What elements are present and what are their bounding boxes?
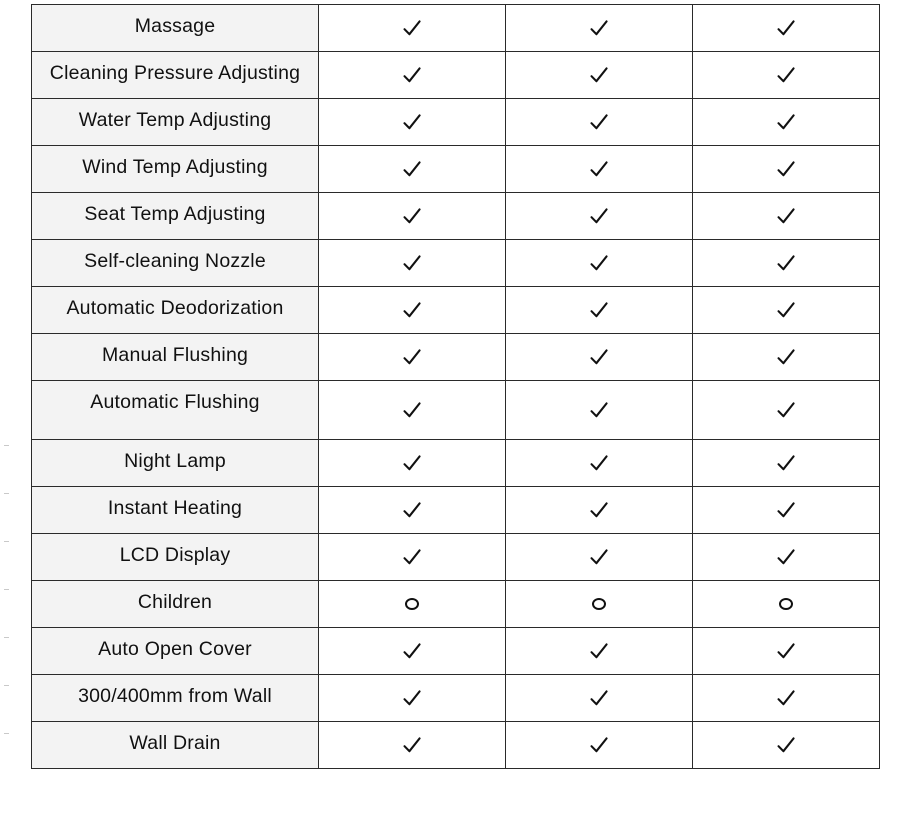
feature-value-cell (506, 146, 693, 193)
check-icon (776, 500, 796, 520)
feature-label: Water Temp Adjusting (78, 108, 272, 131)
check-icon (402, 65, 422, 85)
check-icon (776, 65, 796, 85)
feature-value-cell (693, 334, 880, 381)
feature-label-cell (32, 240, 319, 287)
feature-value-text (422, 498, 423, 499)
feature-value-text (796, 545, 797, 546)
feature-value-text (609, 251, 610, 252)
edge-mark (4, 685, 9, 686)
edge-mark (4, 541, 9, 542)
feature-value-text (609, 686, 610, 687)
feature-value-cell (319, 240, 506, 287)
check-icon (776, 112, 796, 132)
feature-value-text (796, 498, 797, 499)
feature-value-text (793, 595, 794, 596)
edge-mark (4, 637, 9, 638)
edge-mark (4, 589, 9, 590)
feature-value-cell (693, 722, 880, 769)
check-icon (776, 453, 796, 473)
feature-value-cell (506, 534, 693, 581)
feature-label: Massage (134, 14, 216, 37)
feature-value-text (609, 16, 610, 17)
check-icon (589, 253, 609, 273)
table-row (32, 52, 880, 99)
feature-label-cell (32, 675, 319, 722)
check-icon (402, 300, 422, 320)
check-icon (402, 112, 422, 132)
feature-value-cell (506, 287, 693, 334)
feature-label-cell (32, 193, 319, 240)
page-edge-marks (0, 0, 12, 814)
check-icon (589, 300, 609, 320)
check-icon (402, 688, 422, 708)
feature-value-cell (319, 487, 506, 534)
feature-value-text (796, 639, 797, 640)
feature-value-text (422, 686, 423, 687)
check-icon (776, 641, 796, 661)
feature-label: LCD Display (119, 543, 231, 566)
check-icon (589, 688, 609, 708)
check-icon (776, 400, 796, 420)
feature-value-text (422, 733, 423, 734)
feature-label-cell (32, 334, 319, 381)
feature-value-text (796, 686, 797, 687)
feature-label-cell (32, 99, 319, 146)
feature-value-cell (319, 628, 506, 675)
feature-value-text (796, 251, 797, 252)
feature-value-text (422, 63, 423, 64)
feature-value-text (796, 345, 797, 346)
table-row (32, 440, 880, 487)
feature-value-cell (506, 381, 693, 440)
feature-value-cell (693, 487, 880, 534)
feature-value-cell (693, 675, 880, 722)
check-icon (402, 18, 422, 38)
table-row (32, 534, 880, 581)
feature-label-cell (32, 534, 319, 581)
feature-value-cell (506, 52, 693, 99)
feature-value-cell (506, 675, 693, 722)
edge-mark (4, 493, 9, 494)
feature-value-text (796, 157, 797, 158)
feature-label-cell (32, 628, 319, 675)
feature-label-cell (32, 52, 319, 99)
feature-label-cell (32, 581, 319, 628)
check-icon (402, 253, 422, 273)
table-row (32, 146, 880, 193)
check-icon (402, 453, 422, 473)
feature-value-cell (506, 487, 693, 534)
feature-label-cell (32, 722, 319, 769)
edge-mark (4, 445, 9, 446)
feature-value-cell (319, 193, 506, 240)
feature-value-cell (319, 99, 506, 146)
circle-icon (779, 598, 793, 610)
feature-value-text (609, 451, 610, 452)
feature-value-cell (693, 287, 880, 334)
feature-value-cell (506, 722, 693, 769)
feature-value-text (796, 63, 797, 64)
check-icon (776, 735, 796, 755)
feature-value-text (606, 595, 607, 596)
check-icon (402, 547, 422, 567)
circle-icon (592, 598, 606, 610)
table-row (32, 287, 880, 334)
feature-value-text (609, 733, 610, 734)
feature-value-cell (506, 581, 693, 628)
feature-label: Night Lamp (124, 449, 226, 472)
feature-value-text (609, 110, 610, 111)
feature-value-cell (693, 440, 880, 487)
feature-value-cell (319, 52, 506, 99)
feature-value-cell (319, 675, 506, 722)
feature-value-text (796, 298, 797, 299)
check-icon (589, 159, 609, 179)
feature-value-cell (506, 628, 693, 675)
feature-value-cell (693, 581, 880, 628)
feature-label-cell (32, 381, 319, 440)
check-icon (589, 641, 609, 661)
feature-value-text (796, 110, 797, 111)
table-row (32, 628, 880, 675)
table-row (32, 5, 880, 52)
check-icon (776, 300, 796, 320)
feature-value-cell (506, 5, 693, 52)
feature-value-cell (693, 381, 880, 440)
table-row (32, 675, 880, 722)
feature-value-text (796, 398, 797, 399)
feature-label: Children (137, 590, 213, 613)
feature-value-cell (319, 5, 506, 52)
feature-table-body (32, 5, 880, 769)
feature-label: Automatic Flushing (90, 391, 260, 413)
feature-value-cell (319, 581, 506, 628)
table-row (32, 381, 880, 440)
feature-value-text (422, 639, 423, 640)
table-row (32, 722, 880, 769)
check-icon (589, 112, 609, 132)
table-row (32, 240, 880, 287)
feature-value-cell (319, 146, 506, 193)
feature-value-cell (693, 52, 880, 99)
feature-value-text (609, 498, 610, 499)
check-icon (402, 400, 422, 420)
feature-label-cell (32, 146, 319, 193)
feature-value-cell (693, 99, 880, 146)
feature-value-cell (319, 334, 506, 381)
table-row (32, 487, 880, 534)
check-icon (402, 641, 422, 661)
feature-value-text (609, 545, 610, 546)
feature-label: Instant Heating (107, 496, 243, 519)
feature-value-cell (319, 440, 506, 487)
feature-label-cell (32, 5, 319, 52)
feature-label: Cleaning Pressure Adjusting (49, 61, 301, 84)
feature-value-text (422, 398, 423, 399)
feature-value-cell (319, 722, 506, 769)
feature-value-text (422, 16, 423, 17)
check-icon (589, 65, 609, 85)
feature-value-text (422, 451, 423, 452)
check-icon (589, 547, 609, 567)
feature-value-cell (693, 628, 880, 675)
feature-value-text (796, 204, 797, 205)
feature-label: Wall Drain (129, 731, 221, 754)
feature-value-text (422, 545, 423, 546)
table-row (32, 99, 880, 146)
feature-value-cell (693, 146, 880, 193)
feature-value-cell (693, 193, 880, 240)
feature-value-text (796, 733, 797, 734)
feature-value-text (609, 298, 610, 299)
feature-value-cell (506, 240, 693, 287)
feature-comparison-table (31, 4, 880, 769)
feature-value-text (609, 639, 610, 640)
check-icon (402, 500, 422, 520)
feature-value-cell (693, 240, 880, 287)
feature-label: Automatic Deodorization (66, 296, 284, 319)
feature-label-cell (32, 287, 319, 334)
check-icon (776, 547, 796, 567)
feature-value-cell (506, 334, 693, 381)
check-icon (589, 735, 609, 755)
feature-value-cell (506, 99, 693, 146)
feature-value-cell (506, 193, 693, 240)
feature-label-cell (32, 487, 319, 534)
feature-value-text (609, 63, 610, 64)
check-icon (776, 688, 796, 708)
check-icon (776, 159, 796, 179)
feature-label: Self-cleaning Nozzle (84, 249, 266, 272)
check-icon (776, 347, 796, 367)
feature-value-cell (319, 381, 506, 440)
feature-value-text (609, 204, 610, 205)
feature-value-text (609, 398, 610, 399)
feature-label: Seat Temp Adjusting (84, 202, 266, 225)
check-icon (589, 347, 609, 367)
edge-mark (4, 733, 9, 734)
feature-label: Auto Open Cover (98, 637, 252, 660)
feature-value-text (796, 451, 797, 452)
check-icon (776, 253, 796, 273)
table-row (32, 334, 880, 381)
check-icon (402, 159, 422, 179)
feature-value-text (422, 345, 423, 346)
feature-label-cell (32, 440, 319, 487)
check-icon (589, 206, 609, 226)
feature-value-cell (319, 534, 506, 581)
feature-value-text (422, 298, 423, 299)
feature-value-cell (693, 534, 880, 581)
check-icon (589, 500, 609, 520)
circle-icon (405, 598, 419, 610)
check-icon (589, 453, 609, 473)
feature-value-text (419, 595, 420, 596)
feature-value-text (422, 251, 423, 252)
check-icon (402, 347, 422, 367)
check-icon (776, 206, 796, 226)
feature-value-text (422, 157, 423, 158)
table-row (32, 193, 880, 240)
check-icon (402, 735, 422, 755)
feature-value-cell (506, 440, 693, 487)
check-icon (589, 400, 609, 420)
feature-value-text (796, 16, 797, 17)
check-icon (589, 18, 609, 38)
feature-value-text (422, 204, 423, 205)
feature-label: Wind Temp Adjusting (82, 155, 268, 178)
feature-label: Manual Flushing (101, 343, 249, 366)
check-icon (402, 206, 422, 226)
feature-value-text (609, 345, 610, 346)
table-row (32, 581, 880, 628)
feature-value-cell (693, 5, 880, 52)
check-icon (776, 18, 796, 38)
feature-value-text (609, 157, 610, 158)
feature-value-cell (319, 287, 506, 334)
feature-value-text (422, 110, 423, 111)
feature-label: 300/400mm from Wall (78, 684, 272, 707)
